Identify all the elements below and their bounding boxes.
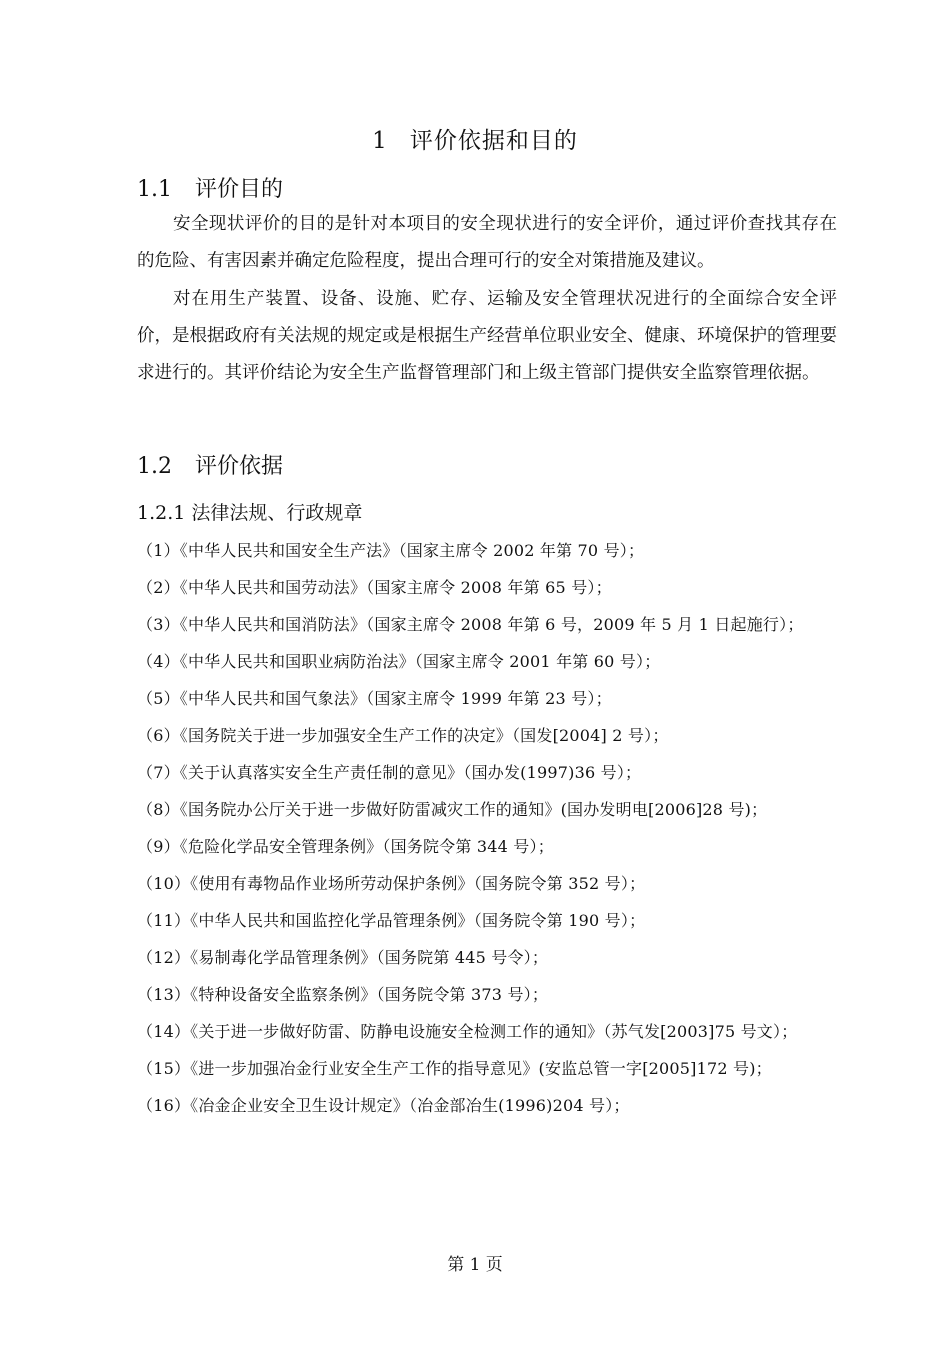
- list-item: （2）《中华人民共和国劳动法》（国家主席令 2008 年第 65 号）；: [137, 578, 612, 597]
- paragraph-purpose-2: 对在用生产装置、设备、设施、贮存、运输及安全管理状况进行的全面综合安全评价，是根据政府有关法规的规定或是根据生产经营单位职业安全、健康、环境保护的管理要求进行的。其评价结论为安全生产监督管理部门和上级主管部门提供安全监察管理依据。: [137, 289, 837, 383]
- section-number: 1.1: [137, 177, 172, 202]
- list-item: （3）《中华人民共和国消防法》（国家主席令 2008 年第 6 号，2009 年 5 月 1 日起施行）；: [137, 615, 804, 634]
- list-item: （4）《中华人民共和国职业病防治法》（国家主席令 2001 年第 60 号）；: [137, 652, 661, 671]
- subsection-number: 1.2.1: [137, 502, 186, 524]
- list-item: （7）《关于认真落实安全生产责任制的意见》（国办发(1997)36 号）；: [137, 763, 642, 782]
- chapter-heading: [0, 122, 950, 155]
- list-item: （8）《国务院办公厅关于进一步做好防雷减灾工作的通知》(国办发明电[2006]28 号)；: [137, 800, 768, 819]
- list-item: （12）《易制毒化学品管理条例》（国务院第 445 号令）；: [137, 948, 549, 967]
- list-item: （9）《危险化学品安全管理条例》（国务院令第 344 号）；: [137, 837, 554, 856]
- section-heading-1-1: [137, 172, 283, 203]
- list-item: （15）《进一步加强冶金行业安全生产工作的指导意见》(安监总管一字[2005]172 号)；: [137, 1059, 772, 1078]
- section-heading-1-2: [137, 449, 283, 480]
- chapter-title: 评价依据和目的: [409, 128, 578, 154]
- paragraph-purpose-1: 安全现状评价的目的是针对本项目的安全现状进行的安全评价，通过评价查找其存在的危险、有害因素并确定危险程度，提出合理可行的安全对策措施及建议。: [137, 214, 837, 271]
- list-item: （13）《特种设备安全监察条例》（国务院令第 373 号）；: [137, 985, 549, 1004]
- subsection-heading-1-2-1: [137, 498, 362, 525]
- list-item: （6）《国务院关于进一步加强安全生产工作的决定》（国发[2004] 2 号）；: [137, 726, 669, 745]
- list-item: （16）《冶金企业安全卫生设计规定》（冶金部冶生(1996)204 号）；: [137, 1096, 630, 1115]
- chapter-number: 1: [372, 128, 388, 154]
- section-number: 1.2: [137, 454, 172, 479]
- section-title: 评价依据: [195, 454, 284, 479]
- list-item: （11）《中华人民共和国监控化学品管理条例》（国务院令第 190 号）；: [137, 911, 646, 930]
- regulation-list: [137, 532, 837, 1124]
- list-item: （1）《中华人民共和国安全生产法》（国家主席令 2002 年第 70 号）；: [137, 541, 645, 560]
- list-item: （10）《使用有毒物品作业场所劳动保护条例》（国务院令第 352 号）；: [137, 874, 646, 893]
- subsection-title: 法律法规、行政规章: [191, 502, 363, 524]
- list-item: （14）《关于进一步做好防雷、防静电设施安全检测工作的通知》（苏气发[2003]75 号文）；: [137, 1022, 798, 1041]
- page-footer: 第 1 页: [447, 1255, 503, 1275]
- list-item: （5）《中华人民共和国气象法》（国家主席令 1999 年第 23 号）；: [137, 689, 612, 708]
- section-title: 评价目的: [195, 177, 284, 202]
